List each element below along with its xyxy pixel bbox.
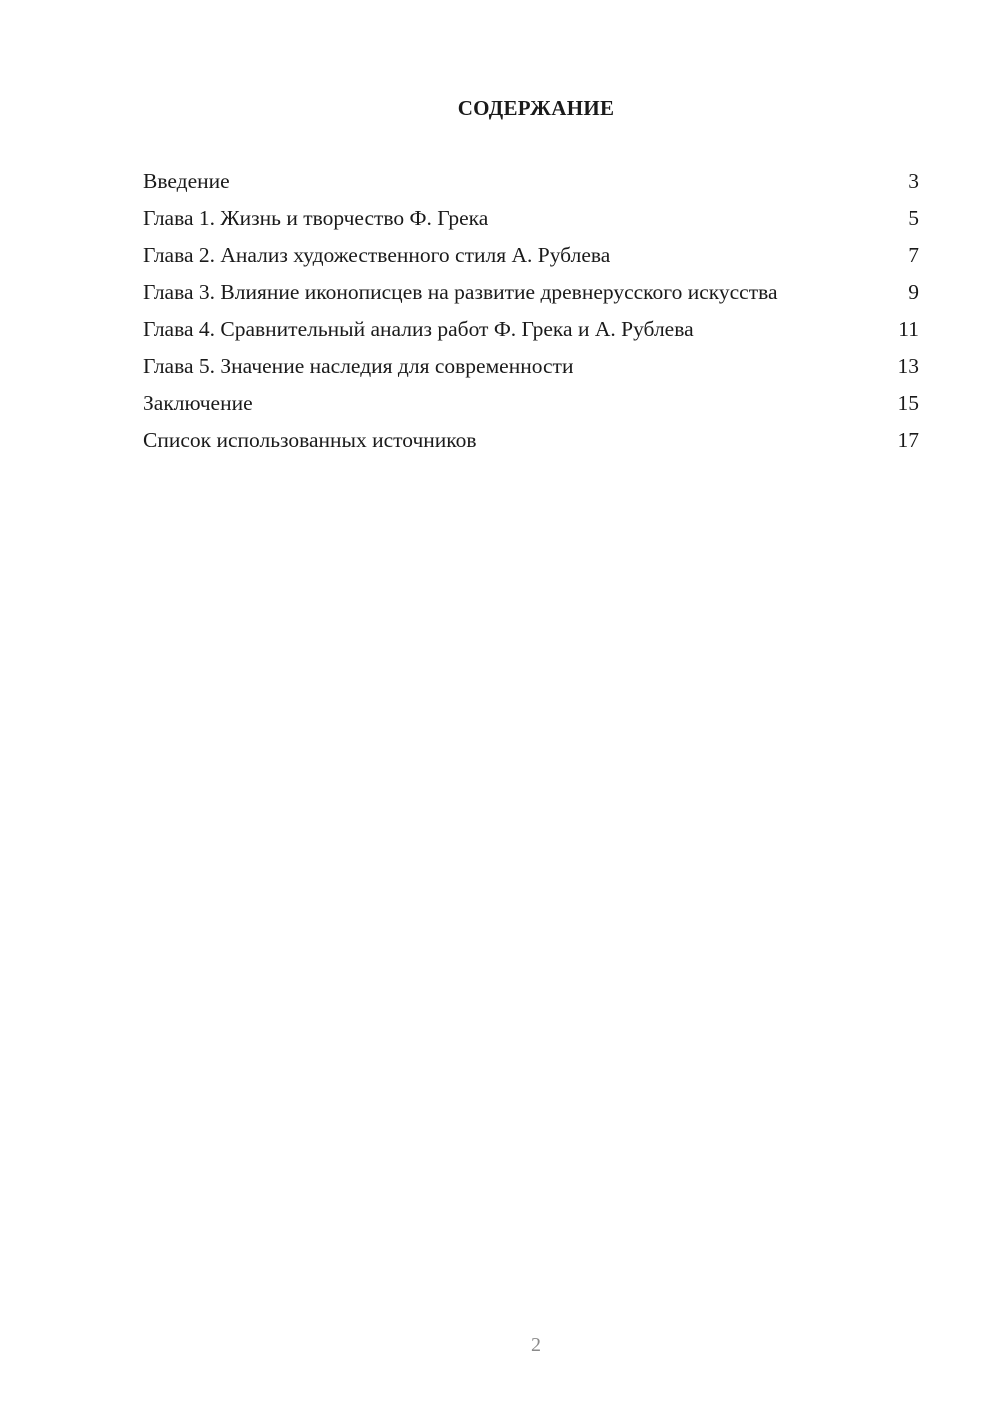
toc-entry-references (143, 427, 919, 454)
toc-entry-label: Список использованных источников (143, 428, 477, 452)
toc-entry-label: Глава 1. Жизнь и творчество Ф. Грека (143, 206, 489, 230)
table-of-contents (143, 168, 919, 464)
toc-entry-page: 11 (898, 317, 919, 341)
footer-page-number: 2 (531, 1334, 541, 1356)
toc-entry-page: 5 (908, 206, 919, 230)
toc-entry-label: Глава 5. Значение наследия для современности (143, 354, 574, 378)
toc-entry-introduction (143, 168, 919, 195)
toc-entry-label: Заключение (143, 391, 253, 415)
toc-entry-page: 7 (908, 243, 919, 267)
toc-entry-conclusion (143, 390, 919, 417)
toc-entry-chapter-4 (143, 316, 919, 343)
toc-entry-chapter-5 (143, 353, 919, 380)
toc-entry-chapter-2 (143, 242, 919, 269)
toc-entry-label: Введение (143, 169, 230, 193)
toc-entry-page: 17 (897, 428, 919, 452)
toc-entry-label: Глава 2. Анализ художественного стиля А. Рублева (143, 243, 611, 267)
toc-entry-page: 15 (897, 391, 919, 415)
toc-entry-page: 9 (908, 280, 919, 304)
toc-entry-label: Глава 3. Влияние иконописцев на развитие древнерусского искусства (143, 280, 778, 304)
page-title: СОДЕРЖАНИЕ (457, 96, 615, 120)
toc-entry-chapter-3 (143, 279, 919, 306)
toc-entry-page: 3 (908, 169, 919, 193)
toc-entry-page: 13 (897, 354, 919, 378)
toc-entry-chapter-1 (143, 205, 919, 232)
toc-entry-label: Глава 4. Сравнительный анализ работ Ф. Грека и А. Рублева (143, 317, 694, 341)
